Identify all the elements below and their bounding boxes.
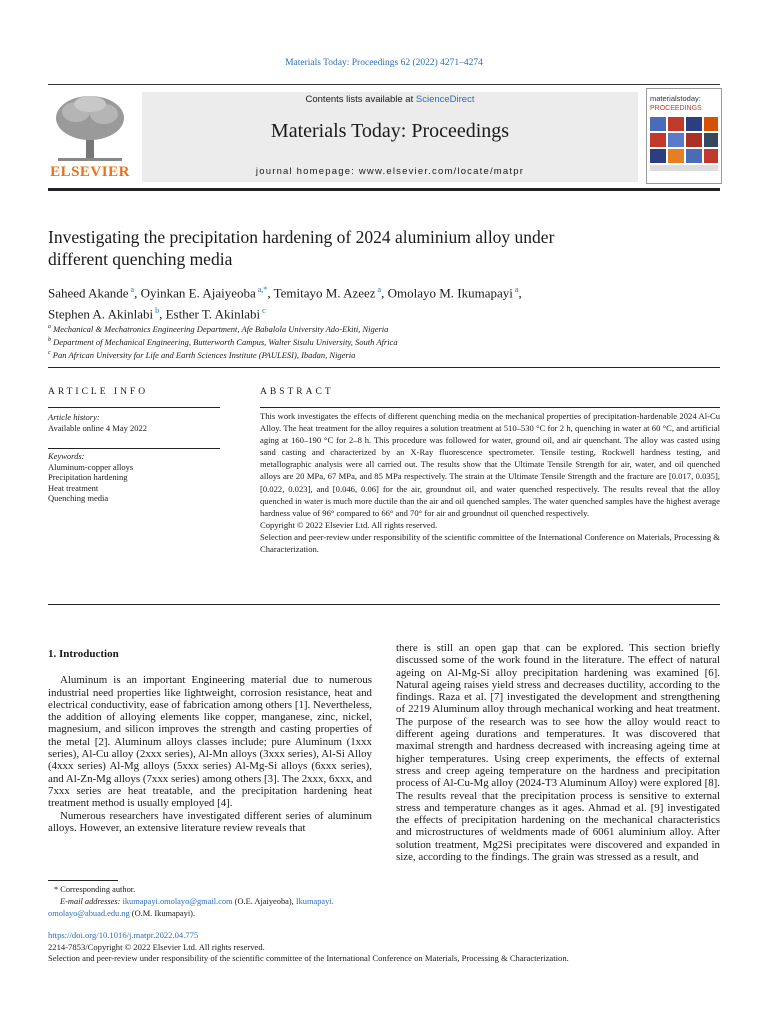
author-line-2 <box>48 302 688 323</box>
article-title-line-1: Investigating the precipitation hardening of 2024 aluminium alloy under <box>48 227 555 247</box>
article-info-heading: ARTICLE INFO <box>48 387 149 397</box>
keyword-item: Aluminum-copper alloys <box>48 461 134 472</box>
abstract-bottom-rule <box>48 604 720 605</box>
abstract-text: This work investigates the effects of different quenching media on the mechanical properties of precipitation-hardenable 2024 Al-Cu Alloy. The heat treatment for the alloy requires a solution treatment at 510–530 °C for 2 h, quenching in water at 60 °C, and artificial aging at 160–190 °C for 2–8 h. This procedure was followed for water, ground oil, and air quenchant. The alloy was casted using sand casting and characterized by an X-Ray fluorescence spectrometer. Tensile testing, Rockwell hardness testing, and metallographic analysis were all carried out. The results show that the Ultimate Tensile Strength for air, water, and oil quenched alloys are 20 MPa, 67 MPa, and 85 MPa respectively. The strain at the Ultimate Tensile Strength and the fracture are [0.017, 0.035], [0.022, 0.023], and [0.046, 0.06] for the air, groundnut oil, and water quenched respectively. The results reveal that the alloy quenched in water is much more ductile than the air and oil quenched samples. The water quenched samples have the highest average hardness value of 96° compared to 66° and 70° for air and groundnut oil quenched respectively. <box>260 411 720 518</box>
sciencedirect-link[interactable]: ScienceDirect <box>415 94 475 105</box>
intro-paragraph-3: there is still an open gap that can be explored. This section briefly discussed some of the work found in the literature. The effect of natural ageing on Al-Mg-Si alloy precipitation hardening was examined [6]. Natural ageing raises yield stress and decreases ductility, according to the findings. Raza et al. [7] investigated the development and strengthening of 2219 Aluminum alloy through mechanical working and heat treatment. The purpose of the research was to see how the alloy would react to different ageing durations and temperatures. It was discovered that maximal strength and hardness decreased with increasing ageing time at higher temperatures. Using creep experiments, the effects of external stress and creep ageing temperature on the hardness and precipitation process of Al-Cu-Mg alloy (2024-T3 Aluminum Alloy) were explored [8]. The results reveal that the precipitation process is sensitive to external stress and temperature changes as it ages. Ahmad et al. [9] investigated the effects of precipitation hardening on the mechanical characteristics and microstructures of weldments made of 6061 aluminium alloy. After solution treatment, Mg2Si precipitates were discovered and expanded in size, according to the findings. The grain was stressed as a result, and <box>396 642 720 864</box>
corresponding-label: * Corresponding author. <box>54 885 136 894</box>
history-label: Article history: <box>48 412 100 422</box>
section-rule <box>48 367 720 368</box>
issn-copyright: 2214-7853/Copyright © 2022 Elsevier Ltd. All rights reserved. <box>48 941 265 952</box>
affiliation-marker: b <box>48 336 51 343</box>
author-name: Oyinkan E. Ajaiyeoba <box>140 285 256 301</box>
keyword-item: Precipitation hardening <box>48 472 128 482</box>
abstract-body <box>260 410 720 555</box>
author-line-1 <box>48 281 688 302</box>
author-name: Omolayo M. Ikumapayi <box>387 285 513 301</box>
affiliations <box>48 322 688 360</box>
author-separator: , <box>159 306 166 322</box>
article-title-line-2: different quenching media <box>48 249 233 269</box>
author-name: Esther T. Akinlabi <box>165 306 261 322</box>
header-rule <box>48 84 720 85</box>
header-thick-rule <box>48 188 720 191</box>
bottom-info <box>48 930 728 965</box>
introduction-heading: 1. Introduction <box>48 648 119 660</box>
journal-title: Materials Today: Proceedings <box>270 120 510 142</box>
contents-line <box>142 94 638 105</box>
elsevier-wordmark: ELSEVIER <box>50 164 130 180</box>
history-value: Available online 4 May 2022 <box>48 422 147 433</box>
keywords-list <box>48 462 220 504</box>
author-affiliation-marker[interactable]: a <box>512 285 519 294</box>
article-info-rule <box>48 407 220 408</box>
author-affiliation-marker[interactable]: c <box>260 306 266 316</box>
author-separator: , <box>267 285 274 301</box>
abstract-rule <box>260 407 720 408</box>
author-name: Stephen A. Akinlabi <box>48 306 154 322</box>
cover-title-2: PROCEEDINGS <box>650 105 702 112</box>
bottom-selection-note: Selection and peer-review under responsibility of the scientific committee of the International Conference on Materials, Processing & Characterization. <box>48 953 569 963</box>
author-affiliation-marker[interactable]: a <box>128 285 135 294</box>
affiliation-item <box>48 322 688 335</box>
affiliation-text: Department of Mechanical Engineering, Butterworth Campus, Walter Sisulu University, South Africa <box>51 336 398 347</box>
author-affiliation-marker[interactable]: a <box>375 285 382 294</box>
doi-link[interactable]: https://doi.org/10.1016/j.matpr.2022.04.775 <box>48 930 199 940</box>
email-label: E-mail addresses: <box>60 897 123 906</box>
journal-cover-thumbnail[interactable] <box>646 88 722 184</box>
journal-reference[interactable]: Materials Today: Proceedings 62 (2022) 4271–4274 <box>285 58 483 68</box>
article-history <box>48 412 220 433</box>
homepage-prefix: journal homepage: <box>255 166 359 177</box>
keywords-label: Keywords: <box>48 451 85 461</box>
affiliation-marker: a <box>48 324 51 330</box>
contents-prefix: Contents lists available at <box>305 94 416 105</box>
author-affiliation-marker[interactable]: b <box>153 306 160 316</box>
homepage-url[interactable]: www.elsevier.com/locate/matpr <box>358 166 525 177</box>
keyword-item: Heat treatment <box>48 482 99 493</box>
article-title <box>48 226 648 270</box>
journal-homepage <box>142 166 638 177</box>
affiliation-item <box>48 335 688 348</box>
cover-mosaic <box>647 113 721 183</box>
author-name: Saheed Akande <box>48 285 129 301</box>
email-link-2-part-1[interactable]: Ikumapayi. <box>295 897 334 906</box>
body-column-right <box>396 642 720 863</box>
author-separator: , <box>134 285 141 301</box>
intro-paragraph-2: Numerous researchers have investigated different series of aluminum alloys. However, an extensive literature review reveals that <box>48 809 372 834</box>
author-separator: , <box>518 285 522 301</box>
author-separator: , <box>381 285 388 301</box>
body-column-left <box>48 648 372 834</box>
author-affiliation-marker[interactable]: a,* <box>255 285 268 294</box>
abstract-peer-review: Selection and peer-review under responsibility of the scientific committee of the International Conference on Materials, Processing & Characterization. <box>260 531 720 555</box>
cover-title-1: materialstoday: <box>650 94 701 103</box>
affiliation-text: Mechanical & Mechatronics Engineering Department, Afe Babalola University Ado-Ekiti, Nigeria <box>51 323 389 334</box>
abstract-copyright: Copyright © 2022 Elsevier Ltd. All rights reserved. <box>260 519 438 530</box>
keywords-rule <box>48 448 220 449</box>
email-link-1[interactable]: ikumapayi.omolayo@gmail.com <box>122 897 233 906</box>
email-link-2-part-2[interactable]: omolayo@abuad.edu.ng <box>48 909 130 918</box>
keyword-item: Quenching media <box>48 493 109 503</box>
affiliation-item <box>48 348 688 361</box>
intro-paragraph-1: Aluminum is an important Engineering material due to numerous industrial need properties like lightweight, corrosion resistance, heat and electrical conductivity, ease of fabrication among others [1]. Nevertheless, the addition of alloying elements like copper, manganese, zinc, nickel, magnesium, and silicon improves the strength and casting properties of the metal [2]. Aluminum alloys classes include; pure Aluminum (1xxx series), Al-Cu alloy (2xxx series), Al-Mn alloys (3xxx series), Al-Si Alloy (4xxx series) Al-Mg alloys (5xxx series) Al-Mg-Si alloys (6xxx series), and Al-Zn-Mg alloys (7xxx series) among others [3]. The 2xxx, 6xxx, and 7xxx series are heat treatable, and the precipitation hardening heat treatment method is usually employed [4]. <box>48 674 372 810</box>
email-owner-2: (O.M. Ikumapayi). <box>129 909 196 918</box>
keywords-block <box>48 451 220 504</box>
author-name: Temitayo M. Azeez <box>273 285 376 301</box>
abstract-heading: ABSTRACT <box>260 387 334 397</box>
affiliation-marker: c <box>48 349 51 356</box>
author-list <box>48 281 688 324</box>
affiliation-text: Pan African University for Life and Earth Sciences Institute (PAULESI), Ibadan, Nigeria <box>50 349 356 360</box>
corresponding-author-footnote <box>48 884 378 920</box>
footnote-rule <box>48 880 118 881</box>
email-owner-1: (O.E. Ajaiyeoba), <box>232 897 296 906</box>
